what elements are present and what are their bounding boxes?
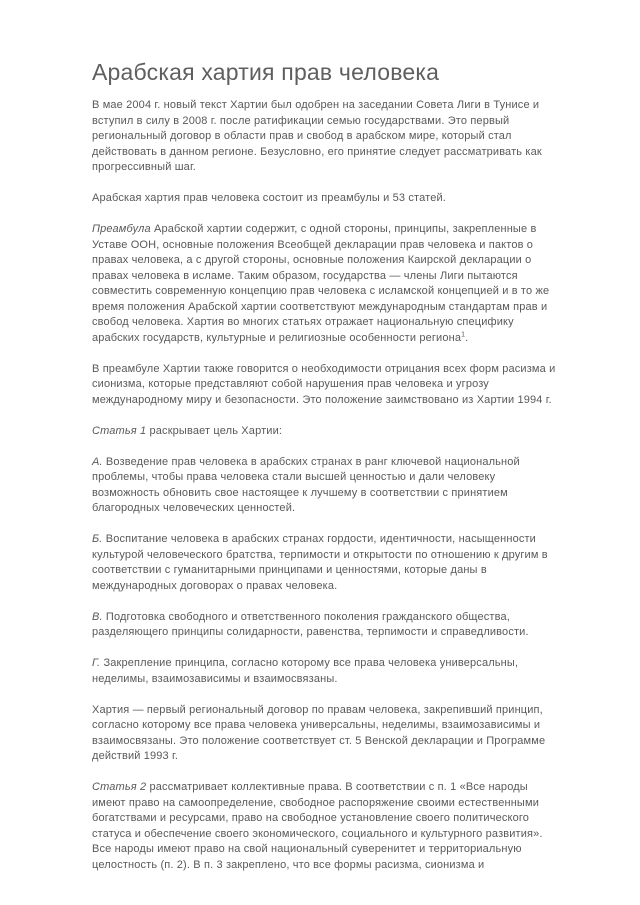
paragraph [92, 98, 564, 176]
paragraph [92, 780, 564, 873]
italic-text-run: А. [92, 455, 103, 468]
italic-text-run: Статья 2 [92, 781, 147, 794]
paragraph [92, 455, 564, 517]
text-run: Закрепление принципа, согласно которому все права человека универсальны, неделимы, взаимозависимы и взаимосвязаны. [92, 657, 519, 685]
paragraph [92, 532, 564, 594]
text-run: В мае 2004 г. новый текст Хартии был одобрен на заседании Совета Лиги в Тунисе и вступил в силу в 2008 г. после ратификации семью государствами. Это первый региональный договор в области прав и свобод в арабском мире, который стал действовать в данном регионе. Безусловно, его принятие следует рассматривать как прогрессивный шаг. [92, 99, 542, 174]
text-run: Арабской хартии содержит, с одной стороны, принципы, закрепленные в Уставе ООН, основные положения Всеобщей декларации прав человека и пактов о правах человека, а с другой стороны, основные положения Каирской декларации о правах человека в исламе. Таким образом, государства — члены Лиги пытаются совместить современную концепцию прав человека с исламской концепцией и в то же время положения Арабской хартии соответствуют международным стандартам прав и свобод человека. Хартия во многих статьях отражает национальную специфику арабских государств, культурные и религиозные особенности региона [92, 223, 550, 344]
text-run: Возведение прав человека в арабских странах в ранг ключевой национальной проблемы, чтобы права человека стали высшей ценностью и дали человеку возможность обновить свое настоящее к лучшему в соответствии с принятием благородных человеческих ценностей. [92, 455, 520, 515]
italic-text-run: Статья 1 [92, 424, 147, 437]
paragraph [92, 362, 564, 409]
footnote-marker: 1 [461, 331, 466, 339]
text-run: . [465, 331, 469, 344]
text-run: Подготовка свободного и ответственного поколения гражданского общества, разделяющего принципы солидарности, равенства, терпимости и справедливости. [92, 610, 529, 639]
text-run: раскрывает цель Хартии: [146, 424, 283, 437]
text-run: Воспитание человека в арабских странах гордости, идентичности, насыщенности культурой человеческого братства, терпимости и открытости по отношению к другим в соответствии с гуманитарными принципами и ценностями, которые даны в международных договорах о правах человека. [92, 533, 548, 592]
paragraph [92, 424, 564, 440]
paragraph [92, 656, 564, 687]
page-title: Арабская хартия прав человека [92, 59, 440, 85]
text-run: В преамбуле Хартии также говорится о необходимости отрицания всех форм расизма и сионизма, которые представляют собой нарушения прав человека и угрозу международному миру и безопасности. Это положение заимствовано из Хартии 1994 г. [92, 362, 556, 406]
italic-text-run: Б. [92, 533, 103, 546]
document-body [92, 98, 564, 873]
paragraph [92, 191, 564, 207]
italic-text-run: В. [92, 610, 103, 623]
text-run: рассматривает коллективные права. В соответствии с п. 1 «Все народы имеют право на самоопределение, свободное распоряжение своими естественными богатствами и ресурсами, право на свободное установление своего политического статуса и обеспечение своего экономического, социального и культурного развития». Все народы имеют право на свой национальный суверенитет и территориальную целостность (п. 2). В п. 3 закреплено, что все формы расизма, сионизма и [92, 781, 543, 871]
paragraph [92, 222, 564, 346]
paragraph [92, 703, 564, 765]
italic-text-run: Г. [92, 657, 101, 670]
text-run: Арабская хартия прав человека состоит из преамбулы и 53 статей. [92, 192, 446, 205]
italic-text-run: Преамбула [92, 223, 151, 236]
paragraph [92, 610, 564, 641]
text-run: Хартия — первый региональный договор по правам человека, закрепивший принцип, согласно которому все права человека универсальны, неделимы, взаимозависимы и взаимосвязаны. Это положение соответствует ст. 5 Венской декларации и Программе действий 1993 г. [92, 703, 546, 763]
